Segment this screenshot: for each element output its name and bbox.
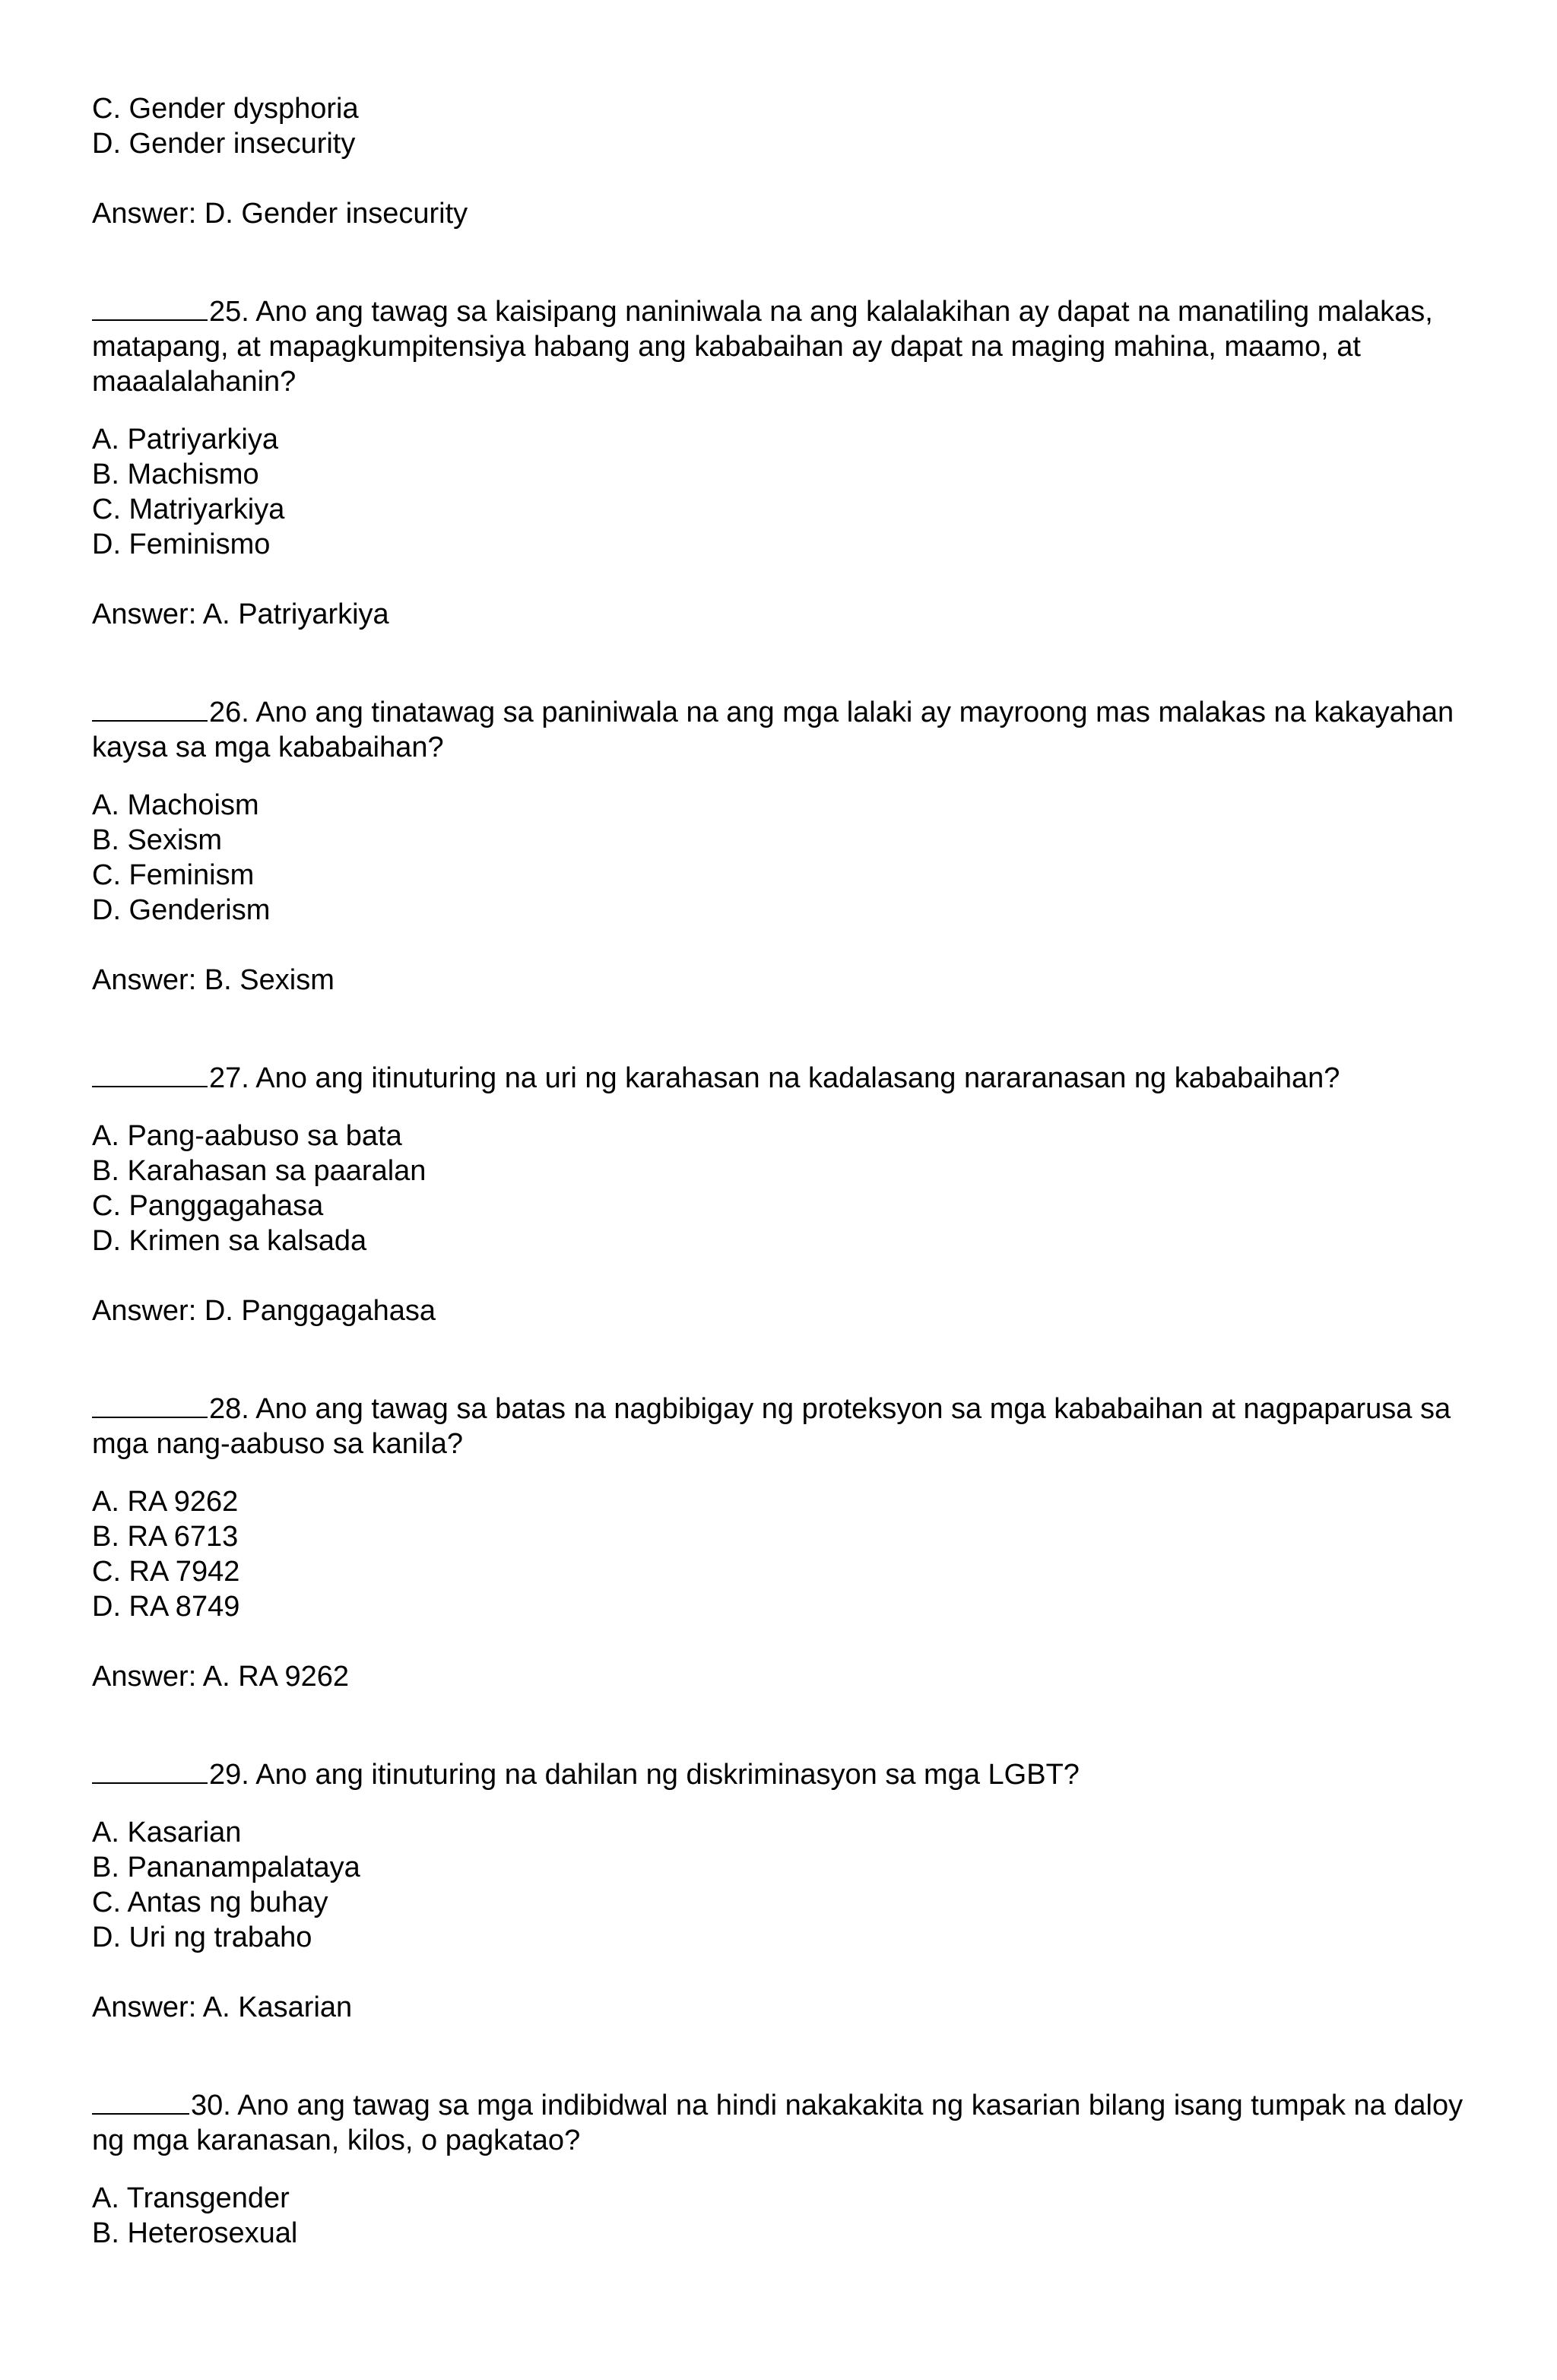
option: D. Uri ng trabaho — [92, 1921, 312, 1953]
question-prompt: 29. Ano ang itinuturing na dahilan ng diskriminasyon sa mga LGBT? — [209, 1759, 1080, 1791]
spacer — [92, 765, 1483, 788]
answer-line: Answer: B. Sexism — [92, 964, 335, 996]
option: B. Machismo — [92, 459, 259, 490]
answer-blank — [92, 292, 208, 321]
question-text — [92, 1058, 1483, 1096]
question-28 — [92, 1389, 1483, 1694]
option: A. RA 9262 — [92, 1486, 239, 1518]
spacer — [92, 562, 1483, 597]
prev-question-options — [92, 91, 1483, 161]
option: C. Matriyarkiya — [92, 493, 285, 525]
spacer — [92, 1955, 1483, 1990]
option: B. Pananampalataya — [92, 1852, 360, 1883]
option: A. Kasarian — [92, 1817, 242, 1848]
question-prompt: 26. Ano ang tinatawag sa paniniwala na ang mga lalaki ay mayroong mas malakas na kakayahan kaysa sa mga kababaihan? — [92, 697, 1454, 763]
spacer — [92, 1624, 1483, 1659]
spacer — [92, 231, 1483, 292]
quiz-page — [92, 91, 1483, 2251]
answer-line: Answer: A. RA 9262 — [92, 1661, 349, 1693]
answer-line: Answer: A. Kasarian — [92, 1991, 353, 2023]
option: D. Krimen sa kalsada — [92, 1225, 367, 1257]
answer-line: Answer: A. Patriyarkiya — [92, 598, 389, 630]
option: D. Feminismo — [92, 528, 271, 560]
option: D. RA 8749 — [92, 1591, 240, 1623]
option: D. Gender insecurity — [92, 128, 356, 160]
spacer — [92, 1258, 1483, 1293]
option: B. Heterosexual — [92, 2217, 298, 2249]
option: C. Panggagahasa — [92, 1190, 324, 1222]
option: A. Pang-aabuso sa bata — [92, 1120, 402, 1152]
option: C. RA 7942 — [92, 1556, 240, 1588]
question-prompt: 30. Ano ang tawag sa mga indibidwal na hindi nakakakita ng kasarian bilang isang tumpak na daloy ng mga karanasan, kilos, o pagkatao? — [92, 2090, 1463, 2156]
option: C. Feminism — [92, 859, 255, 891]
option: B. Karahasan sa paaralan — [92, 1155, 427, 1187]
answer-line: Answer: D. Gender insecurity — [92, 198, 468, 230]
question-29 — [92, 1755, 1483, 2025]
spacer — [92, 1461, 1483, 1484]
answer-line: Answer: D. Panggagahasa — [92, 1295, 436, 1327]
answer-blank — [92, 1389, 208, 1418]
question-text — [92, 1755, 1483, 1792]
spacer — [92, 399, 1483, 422]
option: A. Machoism — [92, 789, 259, 821]
question-26 — [92, 693, 1483, 998]
question-30 — [92, 2086, 1483, 2251]
spacer — [92, 1792, 1483, 1815]
answer-blank — [92, 1755, 208, 1784]
question-text — [92, 693, 1483, 765]
question-text — [92, 292, 1483, 399]
option: B. RA 6713 — [92, 1521, 239, 1553]
answer-blank — [92, 693, 208, 722]
question-prompt: 28. Ano ang tawag sa batas na nagbibigay ng proteksyon sa mga kababaihan at nagpaparusa sa mga nang-aabuso sa kanila? — [92, 1393, 1451, 1460]
answer-blank — [92, 2086, 189, 2115]
option: C. Antas ng buhay — [92, 1887, 328, 1918]
spacer — [92, 1328, 1483, 1389]
question-text — [92, 2086, 1483, 2158]
option: A. Transgender — [92, 2182, 290, 2214]
spacer — [92, 928, 1483, 963]
spacer — [92, 1694, 1483, 1755]
spacer — [92, 161, 1483, 196]
spacer — [92, 2025, 1483, 2086]
question-prompt: 25. Ano ang tawag sa kaisipang naniniwala na ang kalalakihan ay dapat na manatiling malakas, matapang, at mapagkumpitensiya habang ang kababaihan ay dapat na maging mahina, maamo, at maaalalahanin? — [92, 296, 1433, 398]
option: B. Sexism — [92, 824, 223, 856]
option: D. Genderism — [92, 894, 271, 926]
spacer — [92, 632, 1483, 693]
spacer — [92, 998, 1483, 1058]
question-27 — [92, 1058, 1483, 1328]
option: A. Patriyarkiya — [92, 424, 278, 455]
question-25 — [92, 292, 1483, 632]
answer-blank — [92, 1058, 208, 1087]
spacer — [92, 1096, 1483, 1119]
option: C. Gender dysphoria — [92, 93, 359, 125]
question-prompt: 27. Ano ang itinuturing na uri ng karahasan na kadalasang nararanasan ng kababaihan? — [209, 1062, 1340, 1094]
question-text — [92, 1389, 1483, 1461]
spacer — [92, 2158, 1483, 2181]
